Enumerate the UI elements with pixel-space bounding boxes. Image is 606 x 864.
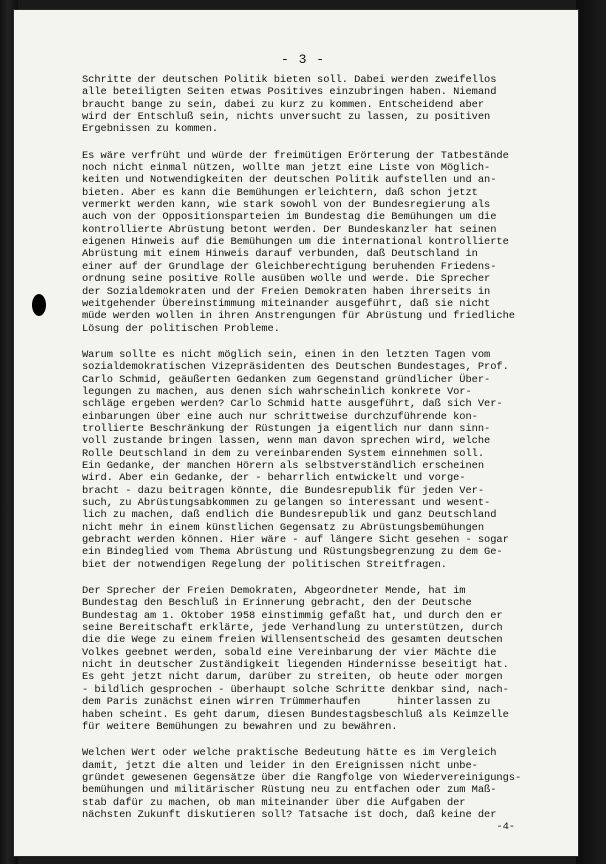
text-line: Carlo Schmid, geäußerten Gedanken zum Gegenstand gründlicher Über- <box>82 373 491 386</box>
text-line: Volkes geebnet werden, sobald eine Vereinbarung der vier Mächte die <box>82 646 497 659</box>
text-line: voll zustande bringen lassen, wenn man davon sprechen wird, welche <box>82 435 491 448</box>
text-line: müde werden wollen in ihren Anstrengungen für Abrüstung und friedliche <box>82 310 515 323</box>
text-line: Warum sollte es nicht möglich sein, einen in den letzten Tagen vom <box>82 348 491 361</box>
paragraph <box>82 74 572 136</box>
text-line: lich zu machen, daß endlich die Bundesrepublik und ganz Deutschland <box>82 509 497 522</box>
text-line: noch nicht einmal nützen, wollte man jetzt eine Liste von Möglich- <box>82 162 491 175</box>
text-line: ein Bindeglied vom Thema Abrüstung und Rüstungsbegrenzung zu dem Ge- <box>82 546 503 559</box>
text-line: haben scheint. Es geht darum, diesen Bundestagsbeschluß als Keimzelle <box>82 708 509 721</box>
text-line: nächsten Zukunft diskutieren soll? Tatsache ist doch, daß keine der <box>82 808 497 821</box>
text-line: kontrollierte Abrüstung betont werden. Der Bundeskanzler hat seinen <box>82 223 497 236</box>
text-line: schläge ergeben werden? Carlo Schmid hatte ausgeführt, daß sich Ver- <box>82 398 503 411</box>
text-line: einer auf der Grundlage der Gleichberechtigung beruhenden Friedens- <box>82 260 497 273</box>
text-line: sozialdemokratischen Vizepräsidenten des Deutschen Bundestages, Prof. <box>82 361 509 374</box>
text-line: nicht in deutscher Zuständigkeit liegenden Hindernisse beseitigt hat. <box>82 659 509 672</box>
text-line: einbarungen über eine auch nur schrittweise durchzuführende kon- <box>82 410 478 423</box>
text-line: -4- <box>82 821 515 834</box>
text-line: seine Bereitschaft erklärte, jede Verhandlung zu unterstützen, durch <box>82 622 503 635</box>
text-line: nicht mehr in einem künstlichen Gegensatz zu Abrüstungsbemühungen <box>82 521 485 534</box>
paragraph <box>82 150 572 335</box>
text-line: eigenen Hinweis auf die Bemühungen um die international kontrollierte <box>82 236 509 249</box>
paragraph <box>82 585 572 733</box>
text-line: Ein Gedanke, der manchen Hörern als selbstverständlich erscheinen <box>82 459 485 472</box>
text-line: bracht - dazu beitragen könnte, die Bundesrepublik für jeden Ver- <box>82 484 485 497</box>
text-line: legungen zu machen, aus denen sich wahrscheinlich konkrete Vor- <box>82 385 472 398</box>
text-line: Rolle Deutschland in dem zu vereinbarenden System einnehmen soll. <box>82 447 485 460</box>
text-line: weitgehender Übereinstimmung miteinander ausgeführt, daß sie nicht <box>82 297 491 310</box>
text-line: Bundestag den Beschluß in Erinnerung gebracht, den der Deutsche <box>82 597 472 610</box>
text-line: trollierte Beschränkung der Rüstungen ja eigentlich nur dann sinn- <box>82 422 491 435</box>
text-line: alle beteiligten Seiten etwas Positives einzubringen haben. Niemand <box>82 86 497 99</box>
text-line: der Sozialdemokraten und der Freien Demokraten haben ihrerseits in <box>82 285 491 298</box>
page-number: - 3 - <box>280 52 325 67</box>
text-line: biet der notwendigen Regelung der politischen Streitfragen. <box>82 558 447 571</box>
text-line: braucht bange zu sein, dabei zu kurz zu kommen. Entscheidend aber <box>82 98 485 111</box>
text-line: Schritte der deutschen Politik bieten soll. Dabei werden zweifellos <box>82 74 497 86</box>
paragraph <box>82 747 572 833</box>
text-line: ordnung seine positive Rolle ausüben wolle und werde. Die Sprecher <box>82 273 491 286</box>
text-line: stab dafür zu machen, ob man miteinander über die Aufgaben der <box>82 796 466 809</box>
text-line: bieten. Aber es kann die Bemühungen erleichtern, daß schon jetzt <box>82 186 478 199</box>
text-line: Abrüstung mit einem Hinweis darauf verbunden, daß Deutschland in <box>82 248 478 261</box>
text-line: Welchen Wert oder welche praktische Bedeutung hätte es im Vergleich <box>82 747 497 760</box>
text-line: such, zu Abrüstungsabkommen zu gelangen so interessant und wesent- <box>82 497 491 509</box>
text-line: bemühungen und militärischer Rüstung neu zu entfachen oder zum Maß- <box>82 784 497 797</box>
text-line: Der Sprecher der Freien Demokraten, Abgeordneter Mende, hat im <box>82 585 466 598</box>
text-line: wird. Aber ein Gedanke, der - beharrlich entwickelt und vorge- <box>82 472 466 485</box>
text-line: die die Wege zu einem freien Willensentscheid des gesamten deutschen <box>82 634 503 647</box>
text-line: damit, jetzt die alten und leider in den Ereignissen nicht unbe- <box>82 759 478 772</box>
scan-right-edge <box>576 0 606 864</box>
text-line: Es wäre verfrüht und würde der freimütigen Erörterung der Tatbestände <box>82 149 509 162</box>
text-line: für weitere Bemühungen zu bewahren und zu bewähren. <box>82 720 398 733</box>
punch-hole <box>32 294 46 316</box>
text-line: Ergebnissen zu kommen. <box>82 123 219 136</box>
text-line: dem Paris zunächst einen wirren Trümmerhaufen hinterlassen zu <box>82 696 491 709</box>
document-body <box>82 74 572 848</box>
text-line: gebracht werden können. Hier wäre - auf längere Sicht gesehen - sogar <box>82 534 509 547</box>
text-line: gründet gewesenen Gegensätze über die Rangfolge von Wiedervereinigungs- <box>82 771 522 784</box>
text-line: keiten und Notwendigkeiten der deutschen Politik aufstellen und an- <box>82 174 497 187</box>
text-line: Bundestag am 1. Oktober 1958 einstimmig gefaßt hat, und durch den er <box>82 609 503 622</box>
text-line: auch von der Oppositionsparteien im Bundestag die Bemühungen um die <box>82 211 497 224</box>
text-line: vermerkt werden kann, wie stark sowohl von der Bundesregierung als <box>82 199 491 212</box>
text-line: Es geht jetzt nicht darum, darüber zu streiten, ob heute oder morgen <box>82 671 503 684</box>
paragraph <box>82 349 572 571</box>
text-line: wird der Entschluß sein, nichts unversucht zu lassen, zu positiven <box>82 111 491 124</box>
text-line: Lösung der politischen Probleme. <box>82 322 280 335</box>
text-line: - bildlich gesprochen - überhaupt solche Schritte denkbar sind, nach- <box>82 683 509 696</box>
